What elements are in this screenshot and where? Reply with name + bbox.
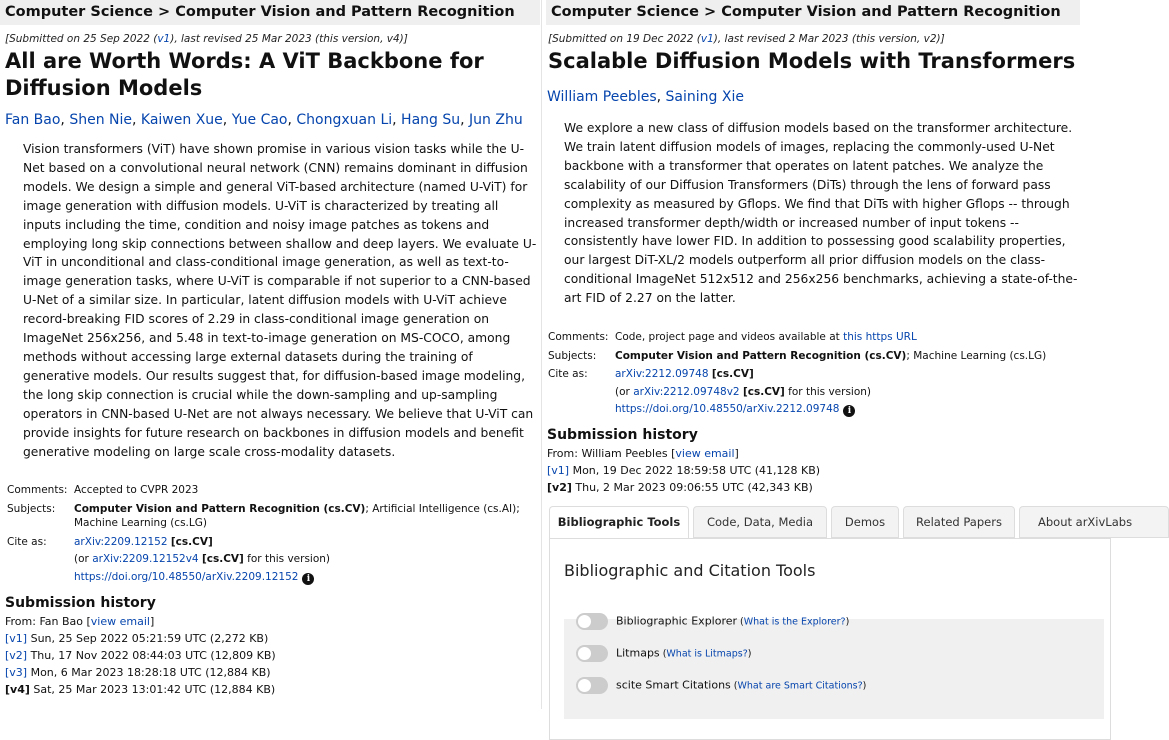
version-link[interactable]: [v2] [5,648,28,662]
comments-value: Accepted to CVPR 2023 [74,484,199,497]
subjects-label: Subjects: [7,502,56,515]
arxiv-id-link[interactable]: arXiv:2212.09748 [615,368,709,381]
author-list: William Peebles, Saining Xie [547,89,744,105]
view-email-link[interactable]: view email [90,614,150,628]
current-version-tag: [v4] [5,682,30,696]
subjects-value: Computer Vision and Pattern Recognition (cs.CV); Artificial Intelligence (cs.AI); Machine Learning (cs.LG) [74,502,520,530]
doi-link[interactable]: https://doi.org/10.48550/arXiv.2209.12152 [74,570,299,583]
comments-label: Comments: [548,331,609,344]
subjects-label: Subjects: [548,349,597,362]
history-entry: [v1] Sun, 25 Sep 2022 05:21:59 UTC (2,272 KB) [5,631,269,645]
breadcrumb[interactable]: Computer Science > Computer Vision and Pattern Recognition [0,0,540,25]
subjects-value: Computer Vision and Pattern Recognition (cs.CV); Machine Learning (cs.LG) [615,349,1047,362]
abstract: We explore a new class of diffusion models based on the transformer architecture. We train latent diffusion models of images, replacing the commonly-used U-Net backbone with a transformer that operates on latent patches. We analyze the scalability of our Diffusion Transformers (DiTs) through the lens of forward pass complexity as measured by Gflops. We find that DiTs with higher Gflops -- through increased transformer depth/width or increased number of input tokens -- consistently have lower FID. In addition to possessing good scalability properties, our largest DiT-XL/2 models outperform all prior diffusion models on the class-conditional ImageNet 512x512 and 256x256 benchmarks, achieving a state-of-the-art FID of 2.27 on the latter. [564,121,1078,306]
tab-panel [549,538,1111,740]
submission-history-heading: Submission history [5,594,156,611]
author-link[interactable]: William Peebles [547,89,657,105]
metadata-table [7,481,537,587]
abstract: Vision transformers (ViT) have shown promise in various vision tasks while the U-Net based on a convolutional neural network (CNN) remains dominant in diffusion models. We design a simple and general ViT-based architecture (named U-ViT) for image generation with diffusion models. U-ViT is characterized by treating all inputs including the time, condition and noisy image patches as tokens and employing long skip connections between shallow and deep layers. We evaluate U-ViT in unconditional and class-conditional image generation, as well as text-to-image generation tasks, where U-ViT is comparable if not superior to a CNN-based U-Net of a similar size. In particular, latent diffusion models with U-ViT achieve record-breaking FID scores of 2.29 in class-conditional image generation on ImageNet 256x256, and 5.48 in text-to-image generation on MS-COCO, among methods without accessing large external datasets during the training of generative models. Our results suggest that, for diffusion-based image modeling, the long skip connection is crucial while the down-sampling and up-sampling operators in CNN-based U-Net are not always necessary. We believe that U-ViT can provide insights for future research on backbones in diffusion models and benefit generative modeling on large scale cross-modality datasets. [23,142,537,459]
author-link[interactable]: Jun Zhu [469,112,523,128]
cite-value: arXiv:2212.09748 [cs.CV] (or arXiv:2212.09748v2 [cs.CV] for this version) https://doi.org/10.48550/arXiv.2212.09748 i [615,368,872,417]
scite-help-link[interactable]: What are Smart Citations? [737,680,863,692]
submission-date: [Submitted on 19 Dec 2022 (v1), last revised 2 Mar 2023 (this version, v2)] [548,33,945,45]
current-version-tag: [v2] [547,481,572,495]
tool-row-explorer: Bibliographic Explorer (What is the Explorer?) [576,613,849,630]
history-entry: [v2] Thu, 2 Mar 2023 09:06:55 UTC (42,343 KB) [547,481,813,495]
author-list: Fan Bao, Shen Nie, Kaiwen Xue, Yue Cao, Chongxuan Li, Hang Su, Jun Zhu [5,112,523,128]
version-link[interactable]: [v3] [5,665,28,679]
author-link[interactable]: Saining Xie [665,89,744,105]
tab-demos[interactable]: Demos [831,506,899,538]
version-link[interactable]: [v1] [5,631,28,645]
litmaps-toggle[interactable] [576,645,608,662]
paper-title: All are Worth Words: A ViT Backbone for Diffusion Models [5,49,484,100]
author-link[interactable]: Yue Cao [231,112,288,128]
tools-box [564,614,1104,719]
version-link[interactable]: [v1] [547,464,570,478]
author-link[interactable]: Fan Bao [5,112,61,128]
tool-row-litmaps: Litmaps (What is Litmaps?) [576,645,751,662]
right-paper-pane [546,0,1133,709]
cite-label: Cite as: [548,368,588,381]
tool-row-scite: scite Smart Citations (What are Smart Citations?) [576,677,866,694]
history-entry: [v3] Mon, 6 Mar 2023 18:28:18 UTC (12,884 KB) [5,665,271,679]
tab-related-papers[interactable]: Related Papers [903,506,1015,538]
pane-divider [541,0,542,709]
comments-label: Comments: [7,484,68,497]
tab-code-data-media[interactable]: Code, Data, Media [693,506,827,538]
breadcrumb[interactable]: Computer Science > Computer Vision and Pattern Recognition [546,0,1080,25]
arxiv-id-link[interactable]: arXiv:2209.12152 [74,535,168,548]
cite-value: arXiv:2209.12152 [cs.CV] (or arXiv:2209.12152v4 [cs.CV] for this version) https://doi.org/10.48550/arXiv.2209.12152 i [74,535,331,584]
author-link[interactable]: Chongxuan Li [296,112,393,128]
labs-tab-bar [549,506,1133,538]
submission-history: From: Fan Bao [view email] [v1] Sun, 25 Sep 2022 05:21:59 UTC (2,272 KB) [v2] Thu, 17 Nov 2022 08:44:03 UTC (12,809 KB) [v3] Mon, 6 Mar 2023 18:28:18 UTC (12,884 KB) [v4] Sat, 25 Mar 2023 13:01:42 UTC (12,884 KB) [5,613,540,698]
project-url-link[interactable]: this https URL [843,331,917,344]
history-entry: [v1] Mon, 19 Dec 2022 18:59:58 UTC (41,128 KB) [547,464,821,478]
litmaps-help-link[interactable]: What is Litmaps? [666,648,748,660]
tools-heading: Bibliographic and Citation Tools [564,561,816,580]
view-email-link[interactable]: view email [675,447,735,461]
cite-label: Cite as: [7,535,47,548]
author-link[interactable]: Kaiwen Xue [140,112,223,128]
submission-history: From: William Peebles [view email] [v1] Mon, 19 Dec 2022 18:59:58 UTC (41,128 KB) [v2] Thu, 2 Mar 2023 09:06:55 UTC (42,343 KB) [547,445,1080,496]
arxiv-version-link[interactable]: arXiv:2212.09748v2 [633,385,740,398]
arxiv-version-link[interactable]: arXiv:2209.12152v4 [92,553,199,566]
author-link[interactable]: Shen Nie [69,112,132,128]
v1-link[interactable]: v1 [700,33,714,45]
explorer-toggle[interactable] [576,613,608,630]
info-icon[interactable]: i [302,573,314,585]
tab-bibliographic-tools[interactable]: Bibliographic Tools [549,506,689,539]
explorer-help-link[interactable]: What is the Explorer? [743,616,846,628]
metadata-table [548,328,1078,419]
author-link[interactable]: Hang Su [401,112,461,128]
submission-date: [Submitted on 25 Sep 2022 (v1), last revised 25 Mar 2023 (this version, v4)] [5,33,408,45]
history-entry: [v4] Sat, 25 Mar 2023 13:01:42 UTC (12,884 KB) [5,682,276,696]
history-entry: [v2] Thu, 17 Nov 2022 08:44:03 UTC (12,809 KB) [5,648,276,662]
scite-toggle[interactable] [576,677,608,694]
v1-link[interactable]: v1 [157,33,171,45]
paper-title: Scalable Diffusion Models with Transformers [548,49,1076,73]
submission-history-heading: Submission history [547,427,698,444]
info-icon[interactable]: i [843,405,855,417]
doi-link[interactable]: https://doi.org/10.48550/arXiv.2212.09748 [615,403,840,416]
left-paper-pane [0,0,540,709]
comments-value: Code, project page and videos available at this https URL [615,331,917,344]
tab-about-arxivlabs[interactable]: About arXivLabs [1019,506,1169,538]
